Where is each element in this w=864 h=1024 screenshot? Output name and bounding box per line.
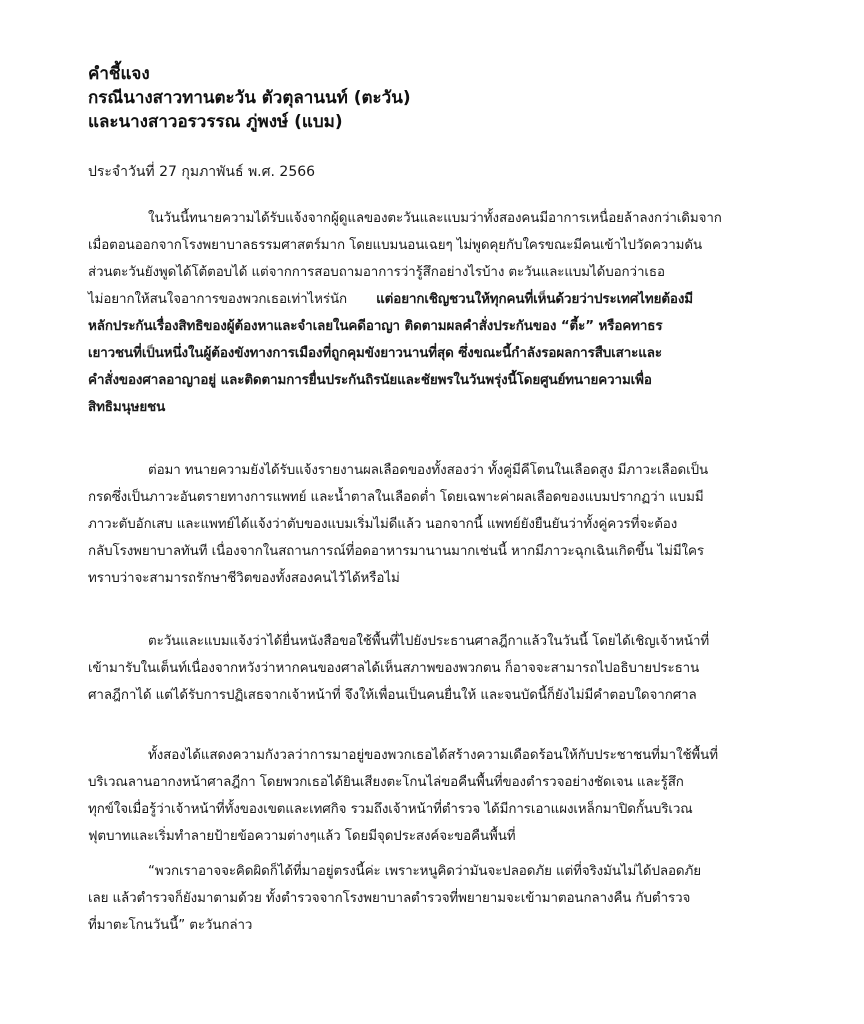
paragraph-4 <box>88 742 778 850</box>
emphasis-line: เยาวชนที่เป็นหนึ่งในผู้ต้องขังทางการเมืองที่ถูกคุมขังยาวนานที่สุด ซึ่งขณะนี้กำลังรอผลการสืบเสาะและ <box>88 346 662 361</box>
paragraph-line: ในวันนี้ทนายความได้รับแจ้งจากผู้ดูแลของตะวันและแบมว่าทั้งสองคนมีอาการเหนื่อยล้าลงกว่าเดิมจาก <box>148 211 722 226</box>
paragraph-1 <box>88 205 778 421</box>
document-date: ประจำวันที่ 27 กุมภาพันธ์ พ.ศ. 2566 <box>88 164 316 180</box>
emphasis-text: แต่อยากเชิญชวนให้ทุกคนที่เห็นด้วยว่าประเทศไทยต้องมี <box>376 292 694 307</box>
heading-title: คำชี้แจง <box>88 64 150 84</box>
paragraph-line: กรดซึ่งเป็นภาวะอันตรายทางการแพทย์ และน้ำตาลในเลือดต่ำ โดยเฉพาะค่าผลเลือดของแบมปรากฏว่า แบมมี <box>88 490 704 505</box>
paragraph-line <box>88 286 778 313</box>
emphasis-line: คำสั่งของศาลอาญาอยู่ และติดตามการยื่นประกันถิรนัยและชัยพรในวันพรุ่งนี้โดยศูนย์ทนายความเพื่อ <box>88 373 652 388</box>
paragraph-text: ไม่อยากให้สนใจอาการของพวกเธอเท่าไหร่นัก <box>88 292 377 307</box>
paragraph-2 <box>88 457 778 592</box>
heading-subject-line-1: กรณีนางสาวทานตะวัน ตัวตุลานนท์ (ตะวัน) <box>88 88 411 108</box>
paragraph-line: ทราบว่าจะสามารถรักษาชีวิตของทั้งสองคนไว้ได้หรือไม่ <box>88 571 400 586</box>
paragraph-line: ตะวันและแบมแจ้งว่าได้ยื่นหนังสือขอใช้พื้นที่ไปยังประธานศาลฎีกาแล้วในวันนี้ โดยได้เชิญเจ้าหน้าที่ <box>148 634 710 649</box>
paragraph-5-quote <box>88 858 778 939</box>
paragraph-line: ทุกข์ใจเมื่อรู้ว่าเจ้าหน้าที่ทั้งของเขตและเทศกิจ รวมถึงเจ้าหน้าที่ตำรวจ ได้มีการเอาแผงเหล็กมาปิดกั้นบริเวณ <box>88 802 693 817</box>
paragraph-3 <box>88 628 778 709</box>
emphasis-line: สิทธิมนุษยชน <box>88 400 166 415</box>
emphasis-line: หลักประกันเรื่องสิทธิของผู้ต้องหาและจำเลยในคดีอาญา ติดตามผลคำสั่งประกันของ “ตี้ะ” หรือคทาธร <box>88 319 663 334</box>
paragraph-line: ฟุตบาทและเริ่มทำลายป้ายข้อความต่างๆแล้ว โดยมีจุดประสงค์จะขอคืนพื้นที่ <box>88 829 516 844</box>
paragraph-line: ภาวะตับอักเสบ และแพทย์ได้แจ้งว่าตับของแบมเริ่มไม่ดีแล้ว นอกจากนี้ แพทย์ยังยืนยันว่าทั้งคู่ควรที่จะต้อง <box>88 517 678 532</box>
paragraph-line: เข้ามารับในเต็นท์เนื่องจากหวังว่าหากคนของศาลได้เห็นสภาพของพวกตน ก็อาจจะสามารถไปอธิบายประธาน <box>88 661 700 676</box>
quote-line: ที่มาตะโกนวันนี้” ตะวันกล่าว <box>88 918 253 933</box>
quote-line: “พวกเราอาจจะคิดผิดก็ได้ที่มาอยู่ตรงนี้ค่ะ เพราะหนูคิดว่ามันจะปลอดภัย แต่ที่จริงมันไม่ได้ปลอดภัย <box>148 864 701 879</box>
paragraph-line: บริเวณลานอากงหน้าศาลฎีกา โดยพวกเธอได้ยินเสียงตะโกนไล่ขอคืนพื้นที่ของตำรวจอย่างชัดเจน และรู้สึก <box>88 775 684 790</box>
paragraph-line: ส่วนตะวันยังพูดได้โต้ตอบได้ แต่จากการสอบถามอาการว่ารู้สึกอย่างไรบ้าง ตะวันและแบมได้บอกว่าเธอ <box>88 265 665 280</box>
paragraph-line: กลับโรงพยาบาลทันที เนื่องจากในสถานการณ์ที่อดอาหารมานานมากเช่นนี้ หากมีภาวะฉุกเฉินเกิดขึ้น ไม่มีใคร <box>88 544 704 559</box>
paragraph-line: เมื่อตอนออกจากโรงพยาบาลธรรมศาสตร์มาก โดยแบมนอนเฉยๆ ไม่พูดคุยกับใครขณะมีคนเข้าไปวัดความดัน <box>88 238 703 253</box>
paragraph-line: ต่อมา ทนายความยังได้รับแจ้งรายงานผลเลือดของทั้งสองว่า ทั้งคู่มีคีโตนในเลือดสูง มีภาวะเลือดเป็น <box>148 463 709 478</box>
heading-subject-line-2: และนางสาวอรวรรณ ภู่พงษ์ (แบม) <box>88 112 343 132</box>
paragraph-line: ทั้งสองได้แสดงความกังวลว่าการมาอยู่ของพวกเธอได้สร้างความเดือดร้อนให้กับประชาชนที่มาใช้พื้นที่ <box>148 748 718 763</box>
paragraph-line: ศาลฎีกาได้ แต่ได้รับการปฏิเสธจากเจ้าหน้าที่ จึงให้เพื่อนเป็นคนยื่นให้ และจนบัดนี้ก็ยังไม่มีคำตอบใดจากศาล <box>88 688 697 703</box>
document-heading <box>88 62 411 134</box>
quote-line: เลย แล้วตำรวจก็ยังมาตามด้วย ทั้งตำรวจจากโรงพยาบาลตำรวจที่พยายามจะเข้ามาตอนกลางคืน กับตำรวจ <box>88 891 691 906</box>
